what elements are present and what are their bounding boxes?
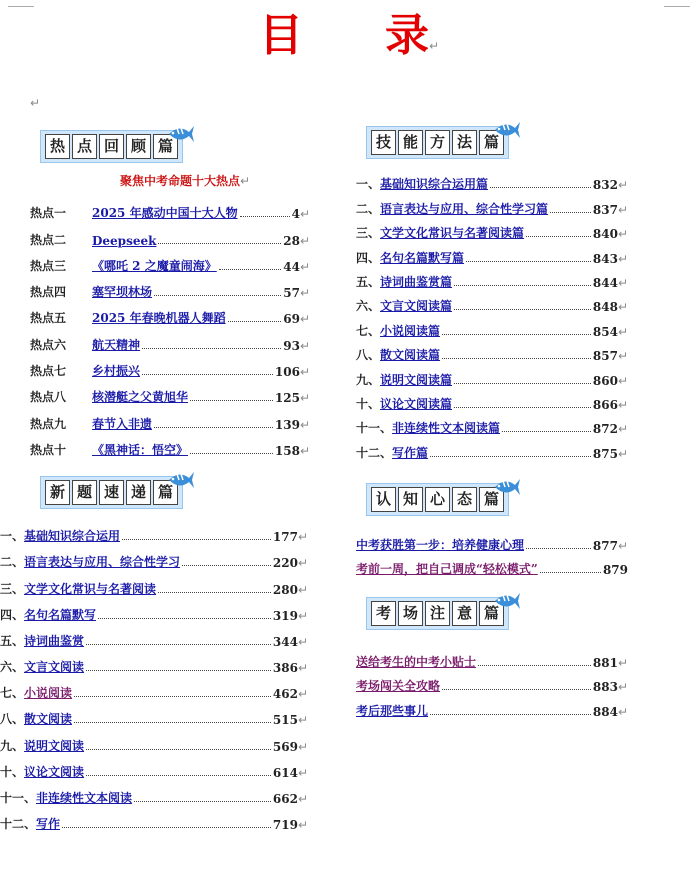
paragraph-mark: ↵ [617, 397, 628, 412]
entry-link[interactable]: 《黑神话：悟空》 [92, 442, 189, 457]
entry-page: 848 [592, 300, 618, 315]
banner-char: 篇 [153, 480, 178, 505]
entry-page: 125 [274, 391, 300, 406]
entry-number: 一、 [356, 177, 381, 192]
paragraph-mark: ↵ [617, 655, 628, 670]
leader-dots [240, 216, 290, 217]
entry-link[interactable]: 散文阅读篇 [380, 348, 441, 363]
exam-list [356, 645, 628, 718]
leader-dots [454, 285, 591, 286]
banner-char: 篇 [479, 601, 504, 626]
toc-entry[interactable] [356, 529, 628, 553]
entry-number: 热点四 [30, 285, 67, 300]
toc-entry[interactable] [30, 274, 310, 300]
entry-link[interactable]: 说明文阅读 [24, 738, 85, 753]
entry-number: 九、 [356, 372, 381, 387]
entry-page: 28 [283, 233, 300, 248]
leader-dots [154, 427, 273, 428]
entry-number: 六、 [0, 660, 25, 675]
banner-char: 考 [371, 601, 396, 626]
corner-mark-left [8, 6, 34, 7]
leader-dots [430, 714, 591, 715]
leader-dots [86, 670, 271, 671]
leader-dots [526, 236, 591, 237]
toc-entry[interactable] [0, 780, 308, 806]
banner-char: 热 [45, 134, 70, 159]
banner-char: 认 [371, 487, 396, 512]
paragraph-mark: ↵ [299, 207, 310, 222]
entry-page: 866 [592, 397, 618, 412]
entry-number: 九、 [0, 738, 25, 753]
toc-entry[interactable] [0, 544, 308, 570]
entry-page: 462 [272, 687, 298, 702]
entry-number: 热点十 [30, 442, 67, 457]
toc-entry[interactable] [356, 412, 628, 436]
entry-number: 一、 [0, 529, 25, 544]
entry-page: 877 [592, 539, 618, 554]
leader-dots [430, 456, 591, 457]
new-list [0, 518, 308, 832]
entry-page: 854 [592, 324, 618, 339]
entry-number: 热点三 [30, 258, 67, 273]
paragraph-mark: ↵ [299, 286, 310, 301]
entry-link[interactable]: 乡村振兴 [92, 364, 141, 379]
entry-page: 844 [592, 275, 618, 290]
paragraph-mark: ↵ [617, 446, 628, 461]
paragraph-mark: ↵ [297, 582, 308, 597]
leader-dots [158, 243, 281, 244]
toc-entry[interactable] [30, 221, 310, 247]
right-column [356, 118, 628, 719]
toc-entry[interactable] [356, 670, 628, 694]
banner-skill [356, 118, 628, 164]
leader-dots [158, 592, 271, 593]
leader-dots [122, 539, 271, 540]
entry-page: 719 [272, 818, 298, 833]
entry-link[interactable]: 诗词曲鉴赏篇 [380, 274, 453, 289]
entry-page: 879 [602, 563, 628, 578]
page-title [0, 8, 698, 74]
entry-page: 319 [272, 608, 298, 623]
entry-number: 二、 [0, 555, 25, 570]
entry-link[interactable]: 名句名篇默写篇 [380, 250, 465, 265]
hot-subtitle [30, 172, 310, 189]
paragraph-mark: ↵ [617, 202, 628, 217]
banner-char: 知 [398, 487, 423, 512]
entry-link[interactable]: 2025 年感动中国十大人物 [92, 206, 238, 221]
entry-link[interactable]: 《哪吒 2 之魔童闹海》 [92, 258, 217, 273]
fish-icon [491, 118, 521, 142]
leader-dots [86, 644, 271, 645]
paragraph-mark: ↵ [617, 227, 628, 242]
entry-link[interactable]: 文言文阅读篇 [380, 299, 453, 314]
toc-entry[interactable] [356, 436, 628, 460]
paragraph-mark: ↵ [617, 349, 628, 364]
fish-icon [165, 122, 195, 146]
entry-number: 十二、 [356, 445, 393, 460]
banner-hot-box [40, 130, 183, 163]
toc-entry[interactable] [30, 300, 310, 326]
entry-link[interactable]: 名句名篇默写 [24, 607, 97, 622]
paragraph-mark: ↵ [299, 391, 310, 406]
entry-page: 843 [592, 251, 618, 266]
paragraph-mark: ↵ [30, 96, 41, 110]
entry-page: 872 [592, 422, 618, 437]
entry-number: 八、 [356, 348, 381, 363]
entry-page: 177 [272, 530, 298, 545]
banner-exam-box [366, 597, 509, 630]
banner-char: 题 [72, 480, 97, 505]
paragraph-mark: ↵ [297, 713, 308, 728]
toc-entry[interactable] [356, 217, 628, 241]
leader-dots [142, 348, 281, 349]
leader-dots [74, 696, 271, 697]
paragraph-mark: ↵ [297, 530, 308, 545]
leader-dots [550, 212, 591, 213]
toc-entry[interactable] [0, 570, 308, 596]
paragraph-mark: ↵ [299, 233, 310, 248]
paragraph-mark: ↵ [617, 704, 628, 719]
entry-number: 热点七 [30, 364, 67, 379]
entry-link[interactable]: 议论文阅读篇 [380, 396, 453, 411]
entry-link[interactable]: 基础知识综合运用 [24, 529, 121, 544]
leader-dots [454, 309, 591, 310]
entry-page: 883 [592, 680, 618, 695]
toc-entry[interactable] [356, 363, 628, 387]
toc-entry[interactable] [0, 754, 308, 780]
entry-link[interactable]: 诗词曲鉴赏 [24, 633, 85, 648]
leader-dots [228, 321, 282, 322]
entry-number: 十二、 [0, 817, 37, 832]
paragraph-mark: ↵ [299, 443, 310, 458]
hot-list [30, 195, 310, 458]
paragraph-mark: ↵ [297, 687, 308, 702]
entry-number: 三、 [356, 226, 381, 241]
entry-number: 六、 [356, 299, 381, 314]
entry-link[interactable]: 基础知识综合运用篇 [380, 177, 489, 192]
banner-char: 篇 [479, 487, 504, 512]
paragraph-mark: ↵ [617, 324, 628, 339]
fish-icon [491, 475, 521, 499]
banner-char: 态 [452, 487, 477, 512]
banner-char: 点 [72, 134, 97, 159]
entry-number: 三、 [0, 581, 25, 596]
entry-link[interactable]: 核潜艇之父黄旭华 [92, 390, 189, 405]
toc-entry[interactable] [356, 694, 628, 718]
entry-page: 106 [274, 365, 300, 380]
banner-char: 场 [398, 601, 423, 626]
entry-link[interactable]: 散文阅读 [24, 712, 73, 727]
toc-entry[interactable] [356, 266, 628, 290]
entry-page: 139 [274, 417, 300, 432]
leader-dots [540, 572, 601, 573]
banner-char: 递 [126, 480, 151, 505]
toc-entry[interactable] [30, 248, 310, 274]
entry-link[interactable]: 文学文化常识与名著阅读 [24, 581, 157, 596]
toc-entry[interactable] [356, 192, 628, 216]
entry-page: 614 [272, 765, 298, 780]
banner-exam [356, 589, 628, 635]
entry-number: 热点九 [30, 416, 67, 431]
banner-char: 意 [452, 601, 477, 626]
leader-dots [182, 565, 271, 566]
entry-link[interactable]: 2025 年春晚机器人舞蹈 [92, 311, 226, 326]
leader-dots [526, 548, 591, 549]
entry-link[interactable]: 文学文化常识与名著阅读篇 [380, 226, 525, 241]
banner-mind-box [366, 483, 509, 516]
entry-page: 57 [283, 286, 300, 301]
entry-number: 五、 [356, 274, 381, 289]
entry-link[interactable]: 非连续性文本阅读篇 [392, 421, 501, 436]
paragraph-mark: ↵ [297, 661, 308, 676]
banner-char: 心 [425, 487, 450, 512]
toc-entry[interactable] [0, 727, 308, 753]
toc-entry[interactable] [0, 623, 308, 649]
entry-link[interactable]: 考前一周，把自己调成“轻松模式” [356, 562, 538, 577]
banner-mind [356, 475, 628, 521]
paragraph-mark: ↵ [297, 739, 308, 754]
leader-dots [502, 431, 591, 432]
entry-page: 881 [592, 655, 618, 670]
banner-char: 能 [398, 130, 423, 155]
banner-char: 篇 [153, 134, 178, 159]
entry-page: 840 [592, 227, 618, 242]
corner-mark-right [664, 6, 690, 7]
entry-page: 837 [592, 202, 618, 217]
entry-number: 十、 [0, 764, 25, 779]
leader-dots [454, 383, 591, 384]
entry-number: 热点五 [30, 311, 67, 326]
paragraph-mark: ↵ [428, 39, 440, 53]
leader-dots [142, 374, 273, 375]
paragraph-mark: ↵ [239, 174, 251, 188]
entry-number: 热点一 [30, 206, 67, 221]
entry-page: 875 [592, 446, 618, 461]
banner-skill-box [366, 126, 509, 159]
entry-page: 569 [272, 739, 298, 754]
leader-dots [442, 689, 591, 690]
leader-dots [154, 295, 281, 296]
toc-entry[interactable] [356, 645, 628, 669]
banner-char: 法 [452, 130, 477, 155]
entry-link[interactable]: 小说阅读篇 [380, 323, 441, 338]
leader-dots [190, 400, 273, 401]
toc-entry[interactable] [30, 379, 310, 405]
entry-page: 832 [592, 178, 618, 193]
title-char-2: 录 [384, 10, 429, 61]
entry-link[interactable]: 小说阅读 [24, 686, 73, 701]
toc-entry[interactable] [356, 290, 628, 314]
entry-link[interactable]: 写作篇 [392, 445, 429, 460]
paragraph-mark: ↵ [297, 792, 308, 807]
entry-link[interactable]: 议论文阅读 [24, 764, 85, 779]
entry-link[interactable]: 非连续性文本阅读 [36, 791, 133, 806]
banner-char: 方 [425, 130, 450, 155]
paragraph-mark: ↵ [617, 680, 628, 695]
toc-entry[interactable] [356, 388, 628, 412]
entry-number: 十一、 [356, 421, 393, 436]
toc-entry[interactable] [0, 597, 308, 623]
entry-number: 七、 [356, 323, 381, 338]
entry-number: 七、 [0, 686, 25, 701]
toc-entry[interactable] [0, 649, 308, 675]
mind-list [356, 529, 628, 578]
entry-page: 93 [283, 338, 300, 353]
toc-entry[interactable] [30, 353, 310, 379]
banner-char: 速 [99, 480, 124, 505]
entry-number: 十一、 [0, 791, 37, 806]
entry-number: 十、 [356, 396, 381, 411]
left-column [0, 100, 310, 833]
leader-dots [442, 358, 591, 359]
toc-entry[interactable] [0, 518, 308, 544]
leader-dots [490, 187, 591, 188]
entry-link[interactable]: 写作 [36, 817, 61, 832]
paragraph-mark: ↵ [299, 365, 310, 380]
entry-link[interactable]: 语言表达与应用、综合性学习 [24, 555, 181, 570]
paragraph-mark: ↵ [617, 251, 628, 266]
fish-icon [165, 468, 195, 492]
entry-link[interactable]: 航天精神 [92, 337, 141, 352]
entry-number: 八、 [0, 712, 25, 727]
paragraph-mark: ↵ [617, 373, 628, 388]
paragraph-mark: ↵ [617, 539, 628, 554]
entry-page: 44 [283, 259, 300, 274]
leader-dots [190, 453, 273, 454]
paragraph-mark: ↵ [297, 608, 308, 623]
leader-dots [454, 407, 591, 408]
banner-new [30, 468, 310, 514]
leader-dots [86, 749, 271, 750]
paragraph-mark: ↵ [299, 259, 310, 274]
entry-link[interactable]: 中考获胜第一步：培养健康心理 [356, 538, 525, 553]
entry-page: 158 [274, 443, 300, 458]
skill-list [356, 168, 628, 461]
paragraph-mark: ↵ [297, 818, 308, 833]
paragraph-mark: ↵ [299, 417, 310, 432]
leader-dots [74, 722, 271, 723]
entry-number: 热点二 [30, 232, 67, 247]
leader-dots [86, 775, 271, 776]
banner-char: 注 [425, 601, 450, 626]
hot-subtitle-text: 聚焦中考命题十大热点 [119, 174, 240, 188]
toc-entry[interactable] [0, 701, 308, 727]
entry-page: 69 [283, 312, 300, 327]
fish-icon [491, 589, 521, 613]
paragraph-mark: ↵ [299, 338, 310, 353]
toc-entry[interactable] [356, 553, 628, 577]
leader-dots [442, 334, 591, 335]
toc-entry[interactable] [356, 241, 628, 265]
toc-entry[interactable] [356, 168, 628, 192]
banner-hot [30, 122, 310, 168]
leader-dots [219, 269, 282, 270]
entry-link[interactable]: 考后那些事儿 [356, 703, 429, 718]
leader-dots [134, 801, 271, 802]
paragraph-mark: ↵ [617, 422, 628, 437]
entry-number: 热点六 [30, 337, 67, 352]
entry-page: 344 [272, 634, 298, 649]
entry-page: 4 [291, 207, 300, 222]
banner-char: 技 [371, 130, 396, 155]
entry-number: 二、 [356, 201, 381, 216]
entry-page: 386 [272, 661, 298, 676]
banner-new-box [40, 476, 183, 509]
entry-page: 884 [592, 704, 618, 719]
leader-dots [478, 665, 591, 666]
toc-entry[interactable] [30, 326, 310, 352]
entry-number: 四、 [0, 607, 25, 622]
entry-link[interactable]: Deepseek [92, 233, 157, 248]
entry-link[interactable]: 送给考生的中考小贴士 [356, 654, 477, 669]
paragraph-mark: ↵ [297, 634, 308, 649]
leader-dots [98, 618, 271, 619]
paragraph-mark: ↵ [297, 556, 308, 571]
toc-entry[interactable] [30, 432, 310, 458]
title-char-1: 目 [258, 10, 375, 61]
entry-link[interactable]: 塞罕坝林场 [92, 285, 153, 300]
entry-page: 857 [592, 349, 618, 364]
banner-char: 顾 [126, 134, 151, 159]
paragraph-mark: ↵ [617, 275, 628, 290]
entry-page: 220 [272, 556, 298, 571]
paragraph-mark: ↵ [617, 300, 628, 315]
entry-number: 四、 [356, 250, 381, 265]
entry-number: 热点八 [30, 390, 67, 405]
toc-entry[interactable] [30, 195, 310, 221]
entry-page: 515 [272, 713, 298, 728]
banner-char: 新 [45, 480, 70, 505]
entry-link[interactable]: 语言表达与应用、综合性学习篇 [380, 201, 549, 216]
entry-link[interactable]: 文言文阅读 [24, 660, 85, 675]
entry-page: 662 [272, 792, 298, 807]
paragraph-mark: ↵ [617, 178, 628, 193]
entry-link[interactable]: 考场闯关全攻略 [356, 679, 441, 694]
paragraph-mark: ↵ [297, 765, 308, 780]
banner-char: 篇 [479, 130, 504, 155]
toc-entry[interactable] [356, 314, 628, 338]
paragraph-mark: ↵ [299, 312, 310, 327]
entry-link[interactable]: 春节入非遗 [92, 416, 153, 431]
leader-dots [466, 261, 591, 262]
toc-entry[interactable] [0, 806, 308, 832]
entry-page: 280 [272, 582, 298, 597]
entry-number: 五、 [0, 633, 25, 648]
toc-entry[interactable] [0, 675, 308, 701]
entry-link[interactable]: 说明文阅读篇 [380, 372, 453, 387]
entry-page: 860 [592, 373, 618, 388]
toc-entry[interactable] [356, 339, 628, 363]
leader-dots [62, 827, 271, 828]
banner-char: 回 [99, 134, 124, 159]
toc-entry[interactable] [30, 405, 310, 431]
